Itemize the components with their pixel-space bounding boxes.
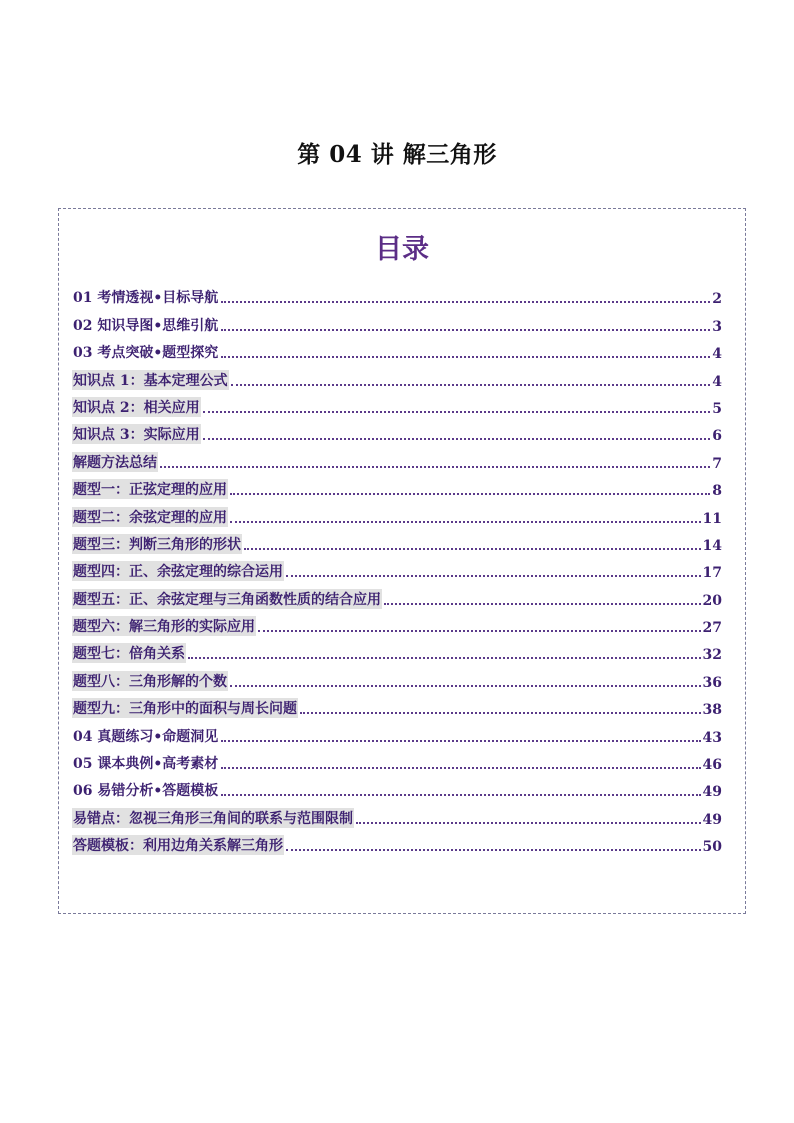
toc-entry-label: 易错点：忽视三角形三角间的联系与范围限制 [72,808,354,828]
toc-entry[interactable] [72,339,722,366]
toc-leader-dots [258,630,701,632]
toc-entry-label: 知识点 3：实际应用 [72,424,201,444]
toc-entry-label: 题型八：三角形解的个数 [72,671,228,691]
toc-leader-dots [286,575,701,577]
toc-entry-page: 50 [702,839,722,856]
table-of-contents [58,208,746,914]
toc-entry-label: 02 知识导图•思维引航 [73,317,219,334]
toc-entry-page: 43 [702,729,722,746]
toc-entry-page: 27 [702,620,722,637]
toc-leader-dots [230,493,710,495]
toc-leader-dots [230,521,701,523]
toc-entry[interactable] [72,832,722,859]
toc-entry-label: 题型六：解三角形的实际应用 [72,616,256,636]
toc-leader-dots [356,822,701,824]
toc-entry[interactable] [72,448,722,475]
toc-entry-label: 题型九：三角形中的面积与周长问题 [72,698,298,718]
toc-leader-dots [221,329,710,331]
toc-entry[interactable] [72,722,722,749]
toc-entry-page: 4 [712,373,722,390]
toc-leader-dots [221,794,700,796]
toc-entry-page: 32 [702,647,722,664]
toc-leader-dots [188,657,701,659]
toc-leader-dots [231,384,711,386]
toc-leader-dots [221,767,700,769]
toc-heading: 目录 [375,234,429,265]
toc-entry-label: 题型一：正弦定理的应用 [72,479,228,499]
toc-entry-page: 17 [702,565,722,582]
toc-entry[interactable] [72,777,722,804]
toc-entry[interactable] [72,531,722,558]
toc-entry-page: 14 [702,537,722,554]
toc-entry-label: 解题方法总结 [72,452,158,472]
toc-entry[interactable] [72,613,722,640]
toc-entry[interactable] [72,750,722,777]
toc-entry[interactable] [72,476,722,503]
toc-leader-dots [203,411,711,413]
toc-leader-dots [300,712,701,714]
toc-entry[interactable] [72,503,722,530]
toc-entry-label: 题型七：倍角关系 [72,643,186,663]
toc-leader-dots [244,548,701,550]
toc-entry-label: 04 真题练习•命题洞见 [73,728,219,745]
toc-entry[interactable] [72,667,722,694]
toc-entry[interactable] [72,421,722,448]
toc-entry-page: 6 [712,428,722,445]
toc-entry-label: 题型四：正、余弦定理的综合运用 [72,561,284,581]
toc-entry-label: 答题模板：利用边角关系解三角形 [72,835,284,855]
toc-entry-label: 题型二：余弦定理的应用 [72,507,228,527]
toc-leader-dots [230,685,701,687]
toc-entry-label: 01 考情透视•目标导航 [73,290,219,307]
toc-entry-label: 知识点 2：相关应用 [72,397,201,417]
toc-entry-label: 题型五：正、余弦定理与三角函数性质的结合应用 [72,589,382,609]
toc-entry[interactable] [72,311,722,338]
toc-entry[interactable] [72,695,722,722]
toc-entry-page: 20 [702,592,722,609]
page-title: 第 04 讲 解三角形 [297,141,497,168]
toc-entry[interactable] [72,804,722,831]
toc-entry-label: 05 课本典例•高考素材 [73,756,219,773]
toc-entry-page: 11 [702,510,722,527]
toc-leader-dots [203,438,711,440]
toc-leader-dots [221,301,710,303]
toc-entry-page: 8 [712,483,722,500]
toc-entry-label: 题型三：判断三角形的形状 [72,534,242,554]
toc-leader-dots [384,603,701,605]
toc-entry-page: 46 [702,757,722,774]
toc-entry-page: 38 [702,702,722,719]
toc-list [72,284,722,859]
toc-entry[interactable] [72,394,722,421]
toc-leader-dots [286,849,701,851]
toc-entry-label: 知识点 1：基本定理公式 [72,370,229,390]
toc-leader-dots [221,740,700,742]
toc-entry[interactable] [72,558,722,585]
toc-entry-page: 2 [712,291,722,308]
toc-leader-dots [221,356,710,358]
toc-leader-dots [160,466,710,468]
toc-entry[interactable] [72,366,722,393]
toc-entry-page: 7 [712,455,722,472]
toc-entry-page: 5 [712,400,722,417]
toc-entry-label: 06 易错分析•答题模板 [73,783,219,800]
toc-entry-page: 49 [702,811,722,828]
toc-entry-page: 3 [712,318,722,335]
toc-entry-page: 4 [712,346,722,363]
toc-entry-page: 49 [702,784,722,801]
toc-entry[interactable] [72,585,722,612]
toc-entry-page: 36 [702,674,722,691]
toc-entry[interactable] [72,284,722,311]
toc-entry-label: 03 考点突破•题型探究 [73,345,219,362]
toc-entry[interactable] [72,640,722,667]
